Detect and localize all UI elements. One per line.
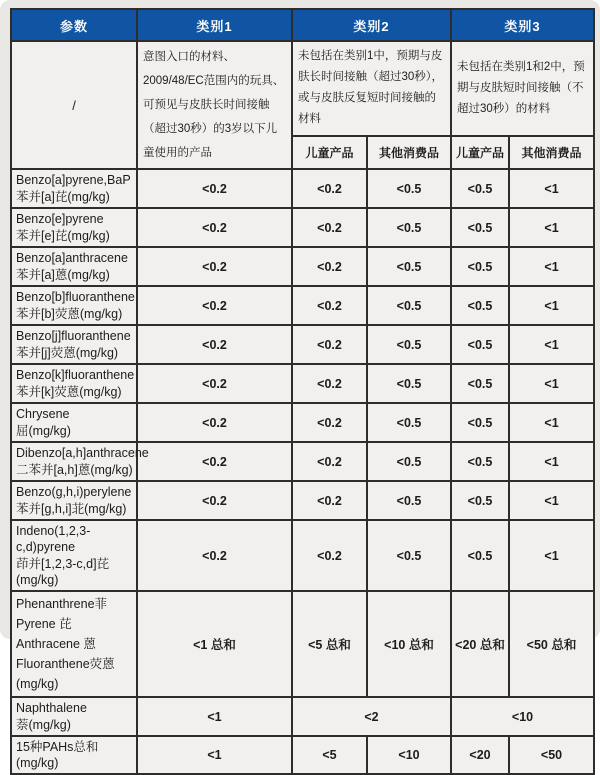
limit-value: <50 总和 [509,591,594,697]
substance-name-en: Chrysene [16,407,70,421]
limit-value: <20 [451,736,509,774]
limit-value: <0.5 [451,169,509,208]
limit-value: <0.5 [451,286,509,325]
limit-value: <0.2 [137,286,292,325]
table-row [11,364,594,403]
limit-value: <0.5 [451,442,509,481]
table-row-total [11,736,594,774]
substance-name [11,442,149,481]
limit-value: <0.5 [451,247,509,286]
substance-name-cn: 茚并[1,2,3-c,d]芘(mg/kg) [16,557,110,587]
limit-value: <10 [367,736,451,774]
substance-name-cn: 苯并[k]荧蒽(mg/kg) [16,385,122,399]
limit-value: <0.5 [367,208,451,247]
limit-value: <0.5 [451,364,509,403]
subheader-cat3-other: 其他消费品 [509,136,594,169]
substance-name-en: Benzo[a]pyrene,BaP [16,173,131,187]
substance-name [11,520,137,591]
table-row-sum-group [11,591,594,697]
substance-name [11,247,137,286]
substance-name-en: Benzo(g,h,i)perylene [16,485,132,499]
limit-value: <0.5 [367,442,451,481]
limit-value: <1 [509,520,594,591]
substance-name-cn: 苯并[g,h,i]苝(mg/kg) [16,502,127,516]
limit-value: <10 [451,697,594,736]
substance-name-line: Pyrene 芘 [16,617,72,631]
substance-name-en: Benzo[j]fluoranthene [16,329,131,343]
limit-value: <0.5 [367,364,451,403]
limit-value: <50 [509,736,594,774]
substance-name [11,208,137,247]
substance-name-cn: 苯并[b]荧蒽(mg/kg) [16,307,123,321]
limit-value: <0.2 [137,481,292,520]
table-row [11,208,594,247]
limit-value: <1 总和 [137,591,292,697]
limit-value: <0.2 [137,169,292,208]
substance-name [11,169,137,208]
limit-value: <0.2 [137,325,292,364]
substance-name-line: Anthracene 蒽 [16,637,96,651]
table-row-naphthalene [11,697,594,736]
limit-value: <0.2 [137,403,292,442]
limit-value: <0.2 [292,247,367,286]
limit-value: <0.2 [292,520,367,591]
description-row [11,41,594,136]
limit-value: <10 总和 [367,591,451,697]
limit-value: <0.2 [292,403,367,442]
limit-value: <0.2 [292,286,367,325]
substance-name [11,403,137,442]
limit-value: <0.5 [367,169,451,208]
header-row [11,9,594,41]
limit-value: <0.5 [367,325,451,364]
limit-value: <1 [509,325,594,364]
limit-value: <2 [292,697,451,736]
substance-name-cn: 苯并[a]蒽(mg/kg) [16,268,110,282]
limit-value: <0.2 [137,364,292,403]
limit-value: <1 [509,403,594,442]
substance-name-cn: 苯并[a]芘(mg/kg) [16,190,110,204]
limit-value: <0.2 [137,442,292,481]
substance-name-en: Indeno(1,2,3-c,d)pyrene [16,524,91,554]
limit-value: <0.5 [451,481,509,520]
col-header-param: 参数 [11,9,137,41]
limit-value: <1 [509,208,594,247]
col-header-category3: 类别3 [451,9,594,41]
limit-value: <1 [509,442,594,481]
subheader-cat2-other: 其他消费品 [367,136,451,169]
substance-name-en: Benzo[a]anthracene [16,251,128,265]
subheader-cat3-children: 儿童产品 [451,136,509,169]
substance-name [11,697,137,736]
limit-value: <0.5 [367,286,451,325]
limit-value: <20 总和 [451,591,509,697]
limit-value: <0.2 [292,169,367,208]
table-row [11,520,594,591]
substance-name [11,286,137,325]
table-row [11,247,594,286]
substance-name-cn: 屈(mg/kg) [16,424,71,438]
substance-name-cn: 苯并[j]荧蒽(mg/kg) [16,346,119,360]
limit-value: <0.2 [137,208,292,247]
limit-value: <0.5 [451,403,509,442]
table-row [11,403,594,442]
limit-value: <0.2 [292,442,367,481]
limit-value: <1 [509,481,594,520]
substance-name-cn: 萘(mg/kg) [16,718,71,732]
limit-value: <0.5 [367,520,451,591]
limit-value: <0.2 [137,520,292,591]
col-header-category2: 类别2 [292,9,451,41]
limit-value: <0.2 [137,247,292,286]
pah-limits-table [10,8,595,775]
substance-name-cn: 二苯并[a,h]蒽(mg/kg) [16,463,133,477]
limit-value: <0.5 [367,247,451,286]
limit-value: <1 [509,286,594,325]
limit-value: <5 总和 [292,591,367,697]
limit-value: <0.5 [451,520,509,591]
table-row [11,169,594,208]
limit-value: <1 [509,169,594,208]
substance-name [11,364,137,403]
limit-value: <0.2 [292,364,367,403]
limit-value: <0.5 [451,208,509,247]
substance-name [11,591,137,697]
limit-value: <0.2 [292,481,367,520]
limit-value: <1 [137,697,292,736]
subheader-cat2-children: 儿童产品 [292,136,367,169]
category3-description: 未包括在类别1和2中，预期与皮肤短时间接触（不超过30秒）的材料 [451,41,594,136]
substance-name-en: Benzo[b]fluoranthene [16,290,135,304]
limit-value: <1 [509,247,594,286]
limit-value: <5 [292,736,367,774]
limit-value: <0.5 [451,325,509,364]
substance-name-line: Fluoranthene荧蒽(mg/kg) [16,657,115,691]
category1-description: 意图入口的材料、2009/48/EC范围内的玩具、可预见与皮肤长时间接触（超过30秒）的3岁以下儿童使用的产品 [137,41,292,169]
category2-description: 未包括在类别1中，预期与皮肤长时间接触（超过30秒），或与皮肤反复短时间接触的材料 [292,41,451,136]
table-row [11,481,594,520]
limit-value: <0.5 [367,403,451,442]
table-row [11,286,594,325]
total-label: 15种PAHs总和(mg/kg) [11,736,137,774]
substance-name-en: Naphthalene [16,701,87,715]
param-placeholder: / [11,41,137,169]
table-row [11,325,594,364]
substance-name-en: Benzo[e]pyrene [16,212,104,226]
limit-value: <0.2 [292,208,367,247]
substance-name-en: Benzo[k]fluoranthene [16,368,135,382]
limit-value: <1 [137,736,292,774]
substance-name-cn: 苯并[e]芘(mg/kg) [16,229,110,243]
limit-value: <1 [509,364,594,403]
col-header-category1: 类别1 [137,9,292,41]
limit-value: <0.5 [367,481,451,520]
substance-name-en: Dibenzo[a,h]anthracene [16,446,149,460]
substance-name-line: Phenanthrene菲 [16,597,108,611]
substance-name [11,325,137,364]
substance-name [11,481,137,520]
table-row [11,442,594,481]
limit-value: <0.2 [292,325,367,364]
